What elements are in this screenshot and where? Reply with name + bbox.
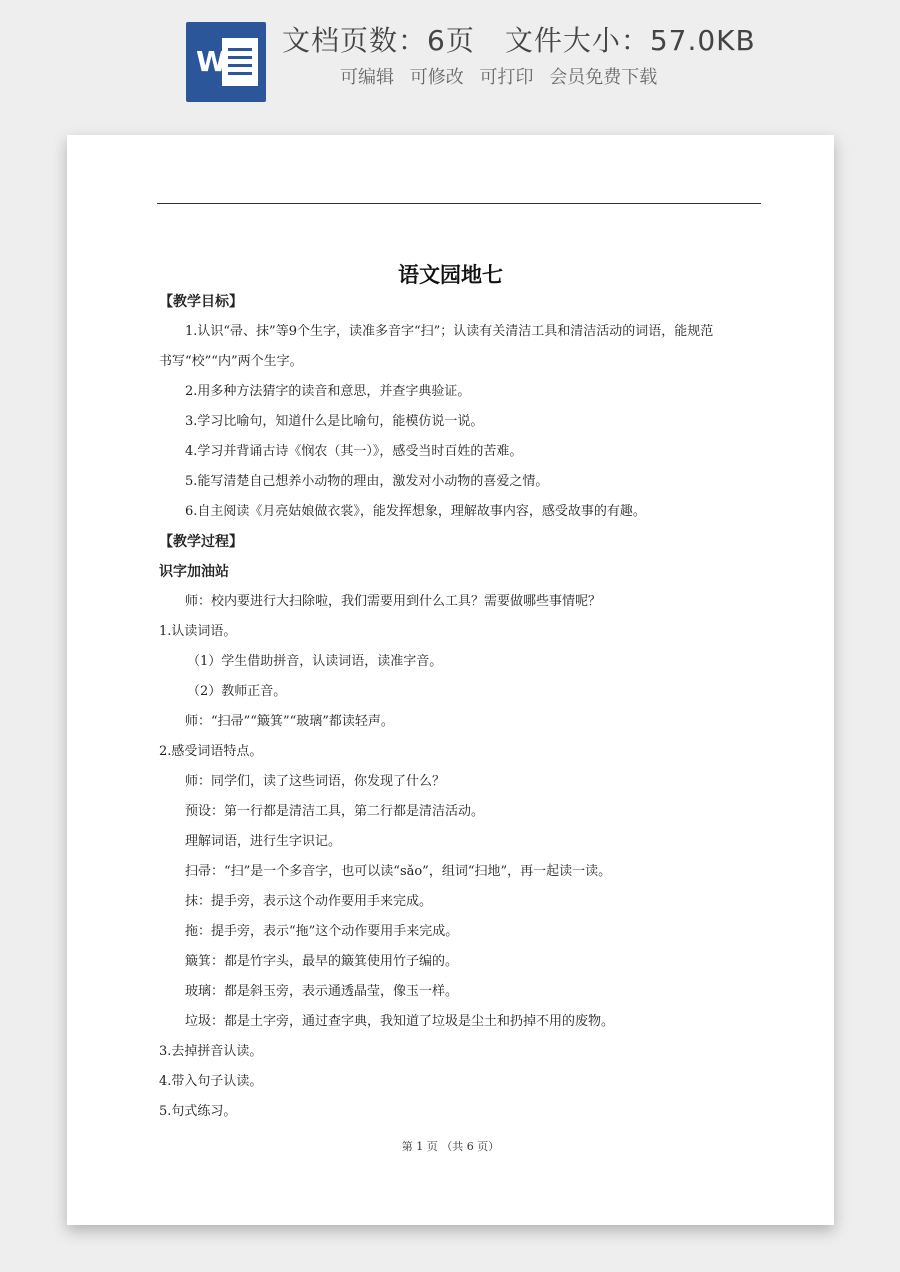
paragraph: 玻璃：都是斜玉旁，表示通透晶莹，像玉一样。 (185, 984, 459, 999)
file-size: 文件大小：57.0KB (504, 24, 756, 57)
paragraph: 师：同学们，读了这些词语，你发现了什么？ (185, 774, 446, 789)
paragraph: 垃圾：都是土字旁，通过查字典，我知道了垃圾是尘土和扔掉不用的废物。 (185, 1014, 615, 1029)
feature-editable: 可编辑 (340, 67, 394, 88)
paragraph: 拖：提手旁，表示“拖”这个动作要用手来完成。 (185, 924, 459, 939)
paragraph: 6.自主阅读《月亮姑娘做衣裳》，能发挥想象，理解故事内容，感受故事的有趣。 (185, 504, 646, 519)
paragraph: 4.带入句子认读。 (159, 1074, 263, 1089)
paragraph: 扫帚：“扫”是一个多音字，也可以读“sǎo”，组词“扫地”，再一起读一读。 (185, 864, 612, 879)
paragraph: 书写“校”“内”两个生字。 (159, 354, 303, 369)
word-icon (186, 22, 266, 102)
word-letter: W (196, 45, 227, 78)
paragraph: 抹：提手旁，表示这个动作要用手来完成。 (185, 894, 433, 909)
feature-printable: 可打印 (479, 67, 534, 88)
paragraph: 师：“扫帚”“簸箕”“玻璃”都读轻声。 (185, 714, 394, 729)
paragraph: 师：校内要进行大扫除啦，我们需要用到什么工具？需要做哪些事情呢？ (185, 594, 602, 609)
paragraph: （1）学生借助拼音，认读词语，读准字音。 (187, 654, 443, 669)
document-page (67, 135, 834, 1225)
feature-modifiable: 可修改 (409, 67, 464, 88)
paragraph: 4.学习并背诵古诗《悯农（其一）》，感受当时百姓的苦难。 (185, 444, 523, 459)
document-body (159, 287, 769, 1127)
paragraph: 5.能写清楚自己想养小动物的理由，激发对小动物的喜爱之情。 (185, 474, 549, 489)
paragraph: 1.认读词语。 (159, 624, 237, 639)
paragraph: 1.认识“帚、抹”等9个生字，读准多音字“扫”；认读有关清洁工具和清洁活动的词语，能规范 (185, 324, 714, 339)
section-heading-process: 【教学过程】 (159, 534, 243, 550)
paragraph: 2.感受词语特点。 (159, 744, 263, 759)
document-title: 语文园地七 (398, 262, 503, 287)
header-rule (157, 203, 761, 204)
page-footer: 第 1 页 （共 6 页） (401, 1140, 500, 1153)
paragraph: 预设：第一行都是清洁工具，第二行都是清洁活动。 (185, 804, 485, 819)
section-heading-goals: 【教学目标】 (159, 294, 243, 310)
paragraph: 5.句式练习。 (159, 1104, 237, 1119)
page-count: 文档页数：6页 (282, 24, 475, 57)
paragraph: 3.去掉拼音认读。 (159, 1044, 263, 1059)
feature-list (340, 64, 667, 92)
download-header (0, 0, 900, 120)
file-info (282, 22, 756, 60)
paragraph: 簸箕：都是竹字头，最早的簸箕使用竹子编的。 (185, 954, 459, 969)
paragraph: （2）教师正音。 (187, 684, 287, 699)
feature-member-download: 会员免费下载 (549, 67, 658, 88)
paragraph: 理解词语，进行生字识记。 (185, 834, 342, 849)
subsection-heading: 识字加油站 (159, 564, 229, 580)
paragraph: 3.学习比喻句，知道什么是比喻句，能模仿说一说。 (185, 414, 484, 429)
paragraph: 2.用多种方法猜字的读音和意思，并查字典验证。 (185, 384, 471, 399)
